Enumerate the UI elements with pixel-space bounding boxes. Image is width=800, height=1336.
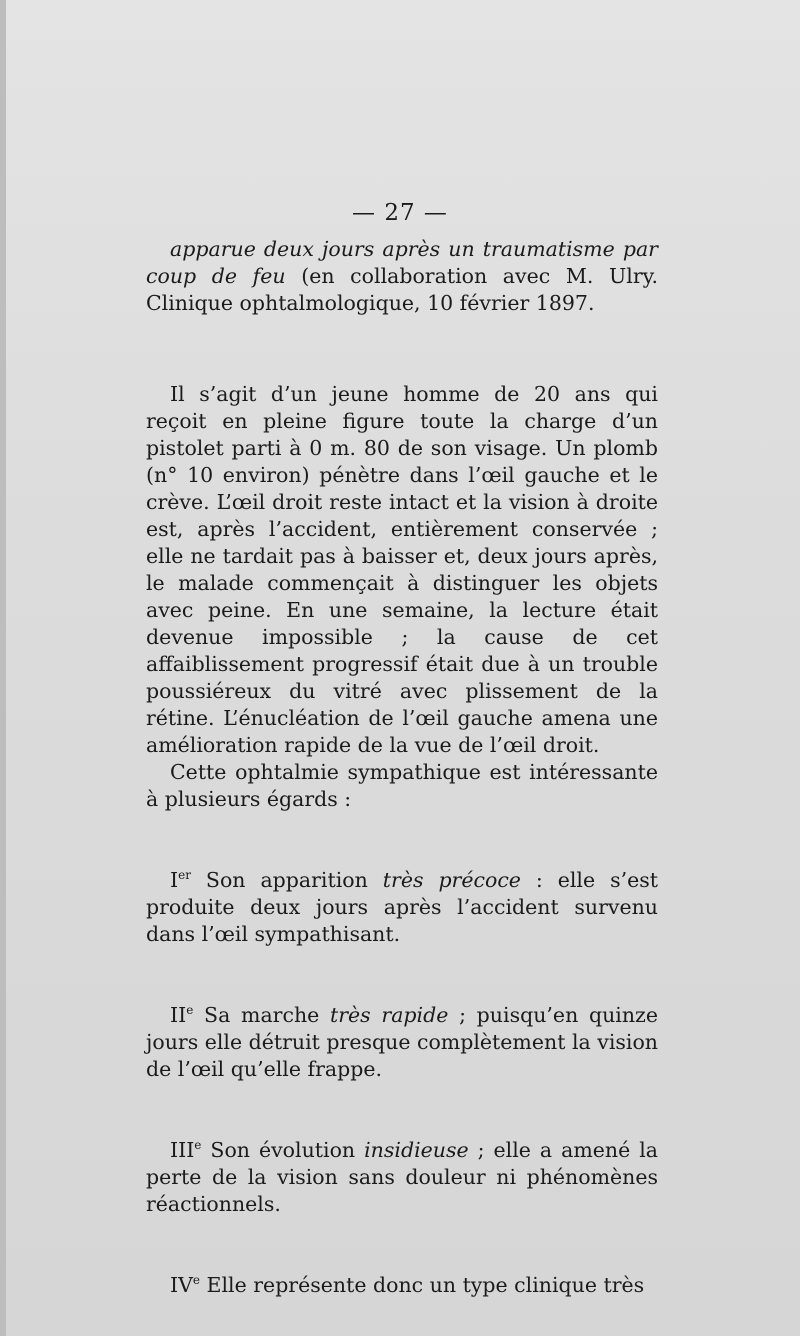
point-4-rest: Elle représente donc un type clinique très — [200, 1273, 645, 1297]
point-4-sup: e — [192, 1273, 201, 1288]
summary-paragraph: Cette ophtalmie sympathique est intéressante à plusieurs égards : — [146, 760, 658, 811]
point-2-rest: ; puisqu’en quinze jours elle détruit presque complètement la vision de l’œil qu’elle frappe. — [146, 1003, 659, 1081]
point-3-sup: e — [194, 1138, 202, 1153]
point-4 — [146, 1272, 658, 1299]
intro-paragraph — [146, 236, 658, 317]
point-2-sup: e — [186, 1003, 194, 1018]
case-paragraph: Il s’agit d’un jeune homme de 20 ans qui reçoit en pleine figure toute la charge d’un pistolet parti à 0 m. 80 de son visage. Un plomb (n° 10 environ) pénètre dans l’œil gauche et le crève. L’œil droit reste intact et la vision à droite est, après l’accident, entièrement conservée ; elle ne tardait pas à baisser et, deux jours après, le malade commençait à distinguer les objets avec peine. En une semaine, la lecture était devenue impossible ; la cause de cet affaiblissement progressif était due à un trouble poussiéreux du vitré avec plissement de la rétine. L’énucléation de l’œil gauche amena une amélioration rapide de la vue de l’œil droit. — [146, 382, 658, 757]
point-1-sup: er — [178, 868, 191, 883]
intro-italic: apparue deux jours après un traumatisme par coup de feu — [146, 237, 658, 288]
point-3-lead: Son évolution — [201, 1138, 365, 1162]
point-1-num: I — [170, 868, 179, 892]
page-number: — 27 — — [352, 200, 448, 226]
intro-rest: (en collaboration avec M. Ulry. Clinique ophtalmologique, 10 février 1897. — [146, 264, 658, 315]
point-3-num: III — [170, 1138, 195, 1162]
point-1 — [146, 867, 658, 948]
point-3-rest: ; elle a amené la perte de la vision sans douleur ni phénomènes réactionnels. — [146, 1138, 658, 1216]
point-4-num: IV — [170, 1273, 193, 1297]
point-2 — [146, 1002, 658, 1083]
point-1-lead: Son apparition — [190, 868, 383, 892]
point-3 — [146, 1137, 658, 1218]
point-3-italic: insidieuse — [364, 1138, 469, 1162]
body-text — [146, 236, 658, 1299]
point-2-lead: Sa marche — [193, 1003, 330, 1027]
point-1-rest: : elle s’est produite deux jours après l’accident survenu dans l’œil sympathisant. — [146, 868, 659, 946]
point-2-num: II — [170, 1003, 187, 1027]
point-2-italic: très rapide — [330, 1003, 449, 1027]
point-1-italic: très précoce — [382, 868, 521, 892]
